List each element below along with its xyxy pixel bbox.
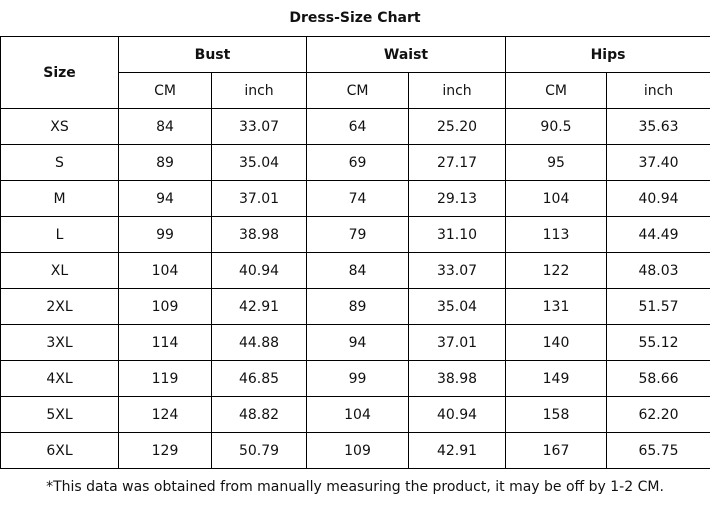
table-row — [1, 253, 710, 289]
size-cell: XL — [1, 253, 119, 289]
hips-cm-cell: 158 — [506, 397, 607, 433]
waist-inch-cell: 29.13 — [409, 181, 506, 217]
size-cell: 4XL — [1, 361, 119, 397]
bust-cm-cell: 89 — [119, 145, 212, 181]
hips-cm-header: CM — [506, 73, 607, 109]
bust-inch-cell: 48.82 — [212, 397, 307, 433]
bust-inch-cell: 38.98 — [212, 217, 307, 253]
bust-cm-cell: 119 — [119, 361, 212, 397]
hips-cm-cell: 149 — [506, 361, 607, 397]
hips-cm-cell: 113 — [506, 217, 607, 253]
size-chart-table — [0, 36, 710, 469]
table-row — [1, 397, 710, 433]
waist-inch-cell: 42.91 — [409, 433, 506, 469]
table-row — [1, 325, 710, 361]
hips-group-header: Hips — [506, 37, 710, 73]
table-body — [1, 109, 710, 469]
bust-cm-cell: 99 — [119, 217, 212, 253]
waist-cm-cell: 89 — [307, 289, 409, 325]
bust-inch-cell: 46.85 — [212, 361, 307, 397]
size-cell: 2XL — [1, 289, 119, 325]
table-row — [1, 217, 710, 253]
bust-inch-header: inch — [212, 73, 307, 109]
hips-inch-cell: 58.66 — [607, 361, 710, 397]
bust-cm-cell: 104 — [119, 253, 212, 289]
waist-cm-cell: 74 — [307, 181, 409, 217]
waist-group-header: Waist — [307, 37, 506, 73]
hips-cm-cell: 95 — [506, 145, 607, 181]
bust-inch-cell: 50.79 — [212, 433, 307, 469]
waist-cm-cell: 79 — [307, 217, 409, 253]
hips-cm-cell: 140 — [506, 325, 607, 361]
size-cell: 6XL — [1, 433, 119, 469]
size-cell: XS — [1, 109, 119, 145]
waist-inch-cell: 40.94 — [409, 397, 506, 433]
hips-inch-cell: 55.12 — [607, 325, 710, 361]
size-cell: S — [1, 145, 119, 181]
waist-inch-header: inch — [409, 73, 506, 109]
bust-cm-cell: 114 — [119, 325, 212, 361]
waist-cm-cell: 109 — [307, 433, 409, 469]
hips-cm-cell: 90.5 — [506, 109, 607, 145]
bust-inch-cell: 33.07 — [212, 109, 307, 145]
table-row — [1, 433, 710, 469]
bust-group-header: Bust — [119, 37, 307, 73]
bust-inch-cell: 42.91 — [212, 289, 307, 325]
table-row — [1, 145, 710, 181]
waist-cm-cell: 64 — [307, 109, 409, 145]
bust-cm-cell: 94 — [119, 181, 212, 217]
size-cell: 3XL — [1, 325, 119, 361]
hips-inch-cell: 51.57 — [607, 289, 710, 325]
waist-inch-cell: 35.04 — [409, 289, 506, 325]
bust-inch-cell: 40.94 — [212, 253, 307, 289]
waist-cm-cell: 94 — [307, 325, 409, 361]
hips-cm-cell: 131 — [506, 289, 607, 325]
size-cell: M — [1, 181, 119, 217]
hips-cm-cell: 167 — [506, 433, 607, 469]
waist-inch-cell: 33.07 — [409, 253, 506, 289]
table-row — [1, 181, 710, 217]
size-column-header: Size — [1, 37, 119, 109]
bust-cm-cell: 84 — [119, 109, 212, 145]
waist-inch-cell: 31.10 — [409, 217, 506, 253]
bust-inch-cell: 44.88 — [212, 325, 307, 361]
header-group-row — [1, 37, 710, 73]
bust-inch-cell: 35.04 — [212, 145, 307, 181]
footnote: *This data was obtained from manually measuring the product, it may be off by 1-2 CM. — [46, 479, 664, 495]
waist-inch-cell: 38.98 — [409, 361, 506, 397]
hips-inch-cell: 40.94 — [607, 181, 710, 217]
hips-inch-cell: 65.75 — [607, 433, 710, 469]
bust-cm-cell: 109 — [119, 289, 212, 325]
waist-cm-cell: 69 — [307, 145, 409, 181]
hips-inch-cell: 48.03 — [607, 253, 710, 289]
waist-inch-cell: 27.17 — [409, 145, 506, 181]
size-cell: L — [1, 217, 119, 253]
waist-inch-cell: 25.20 — [409, 109, 506, 145]
waist-cm-cell: 99 — [307, 361, 409, 397]
bust-inch-cell: 37.01 — [212, 181, 307, 217]
waist-inch-cell: 37.01 — [409, 325, 506, 361]
hips-inch-cell: 62.20 — [607, 397, 710, 433]
table-row — [1, 361, 710, 397]
hips-inch-cell: 35.63 — [607, 109, 710, 145]
bust-cm-cell: 129 — [119, 433, 212, 469]
waist-cm-header: CM — [307, 73, 409, 109]
bust-cm-header: CM — [119, 73, 212, 109]
hips-cm-cell: 104 — [506, 181, 607, 217]
bust-cm-cell: 124 — [119, 397, 212, 433]
table-row — [1, 109, 710, 145]
waist-cm-cell: 104 — [307, 397, 409, 433]
hips-inch-header: inch — [607, 73, 710, 109]
size-cell: 5XL — [1, 397, 119, 433]
table-row — [1, 289, 710, 325]
chart-title: Dress-Size Chart — [289, 10, 421, 26]
hips-cm-cell: 122 — [506, 253, 607, 289]
waist-cm-cell: 84 — [307, 253, 409, 289]
hips-inch-cell: 37.40 — [607, 145, 710, 181]
hips-inch-cell: 44.49 — [607, 217, 710, 253]
